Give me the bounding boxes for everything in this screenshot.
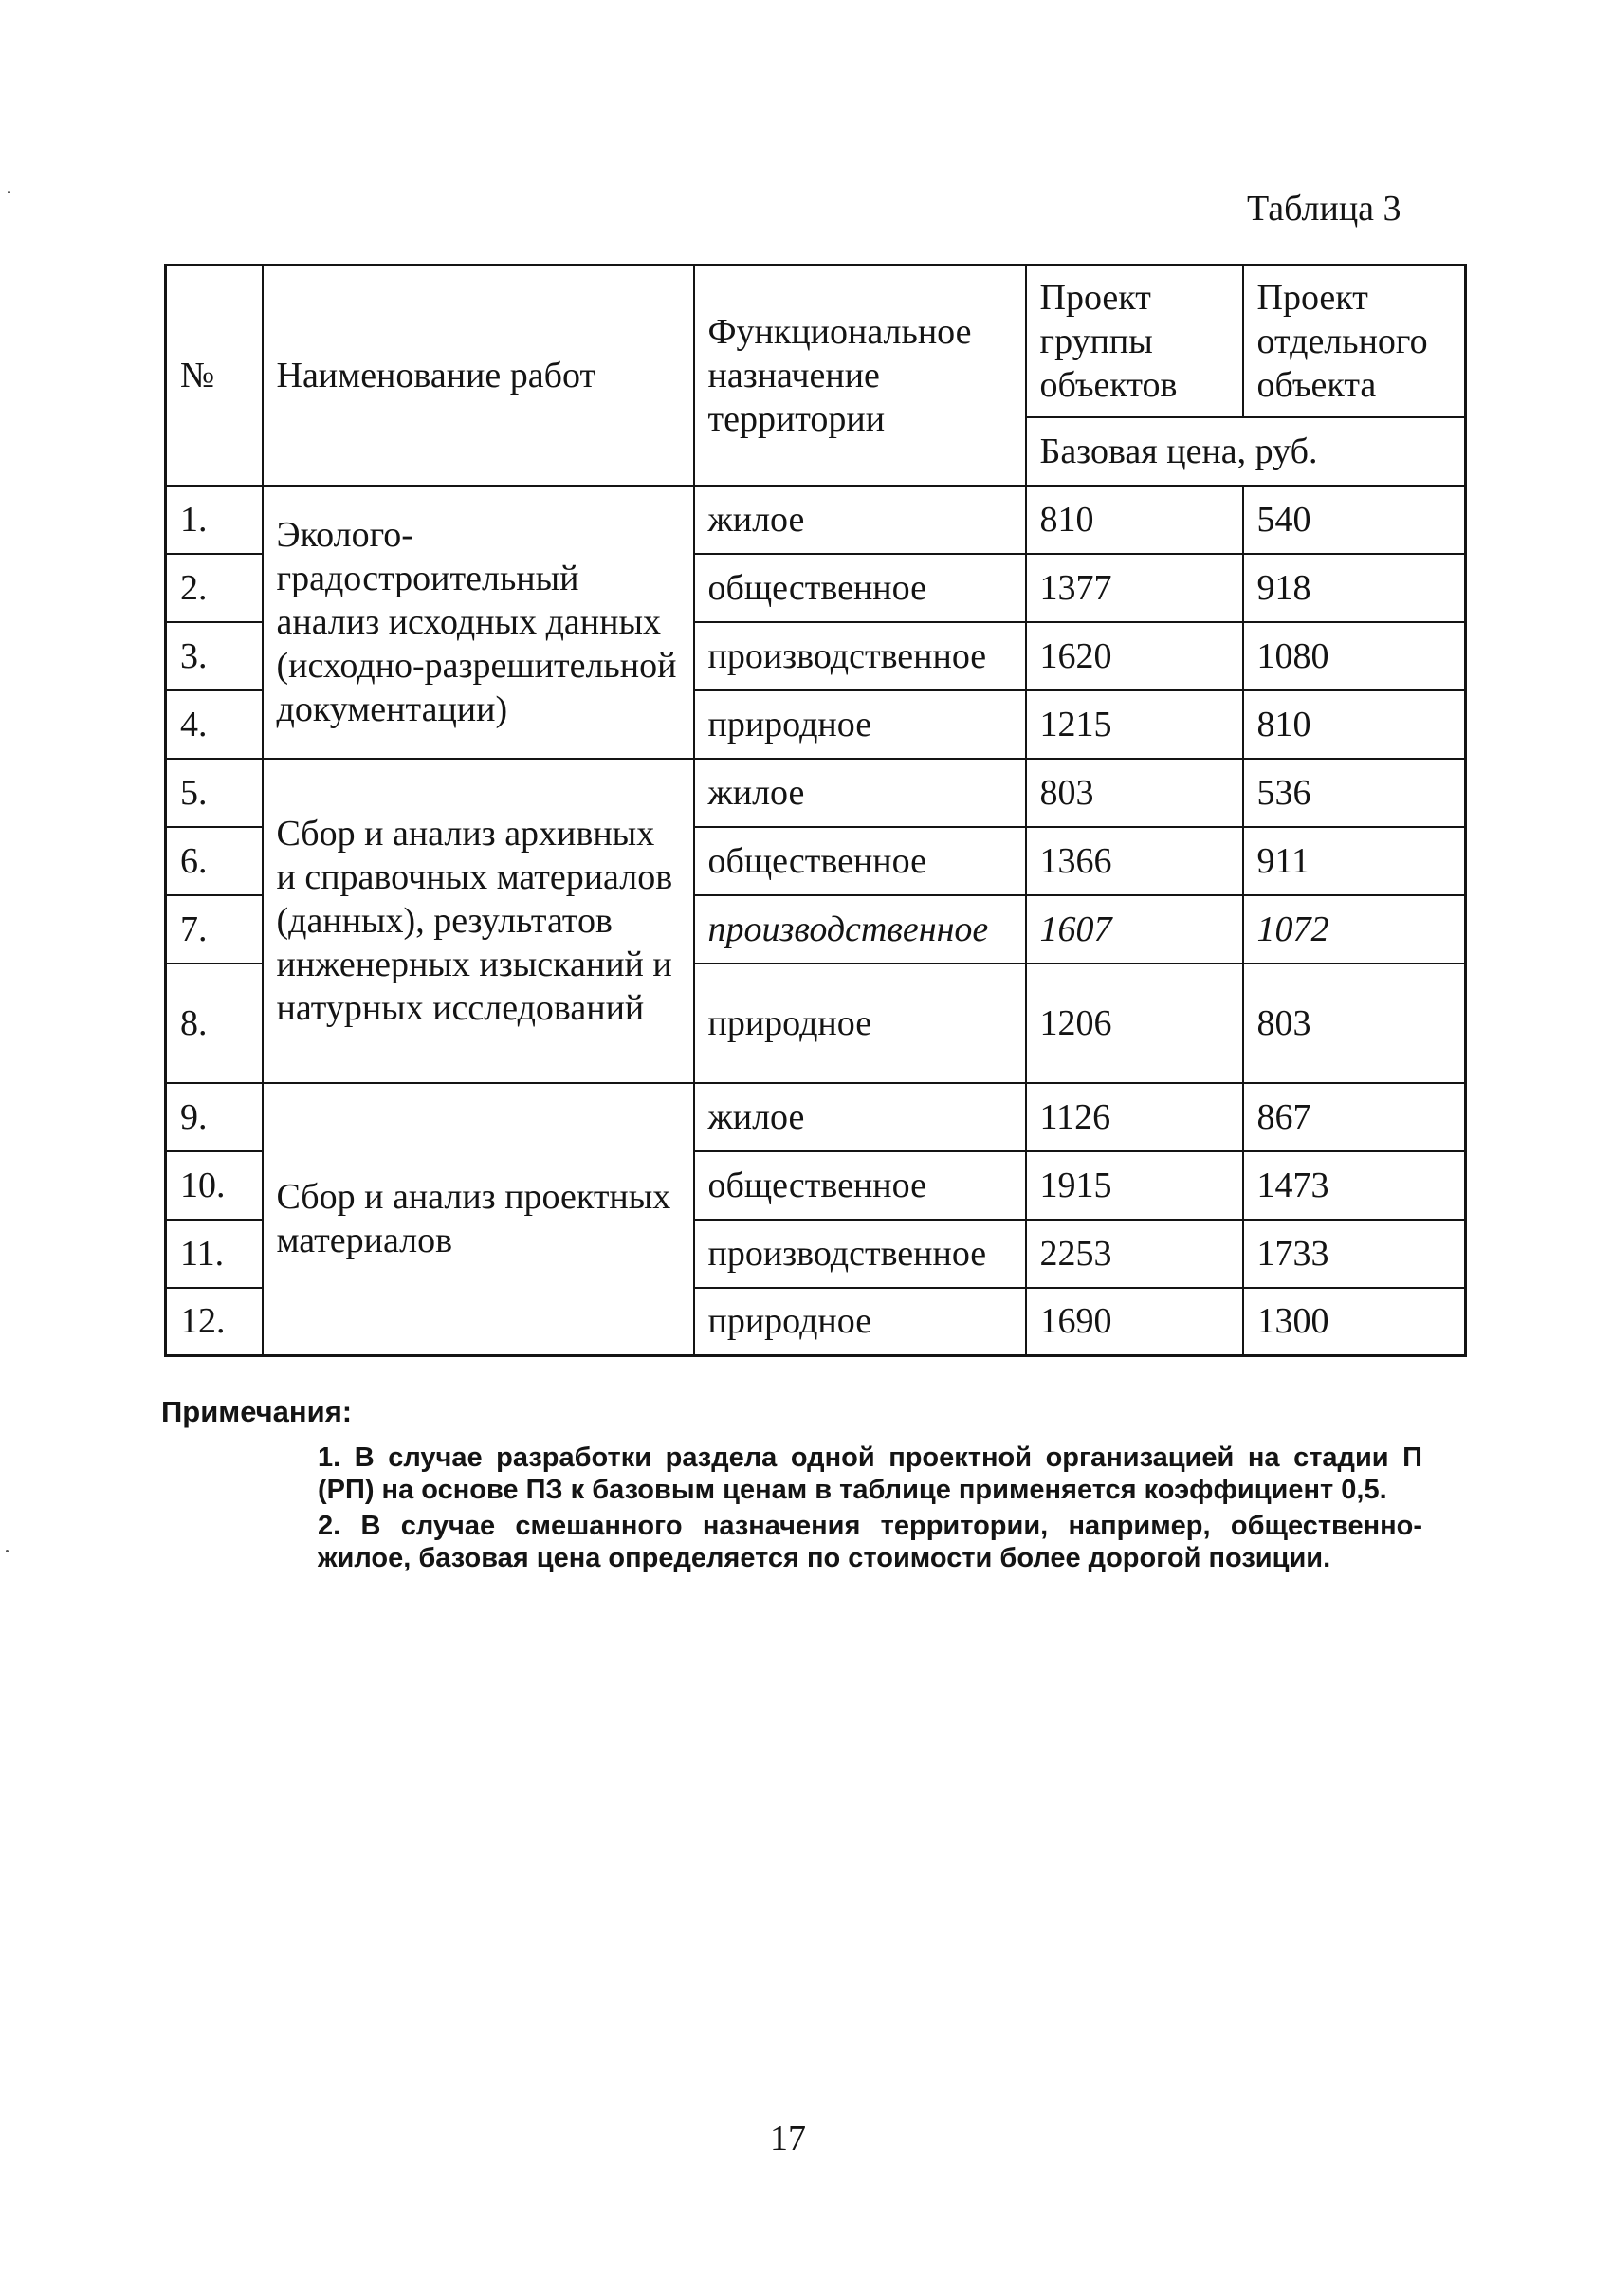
group-price: 1366 [1026,827,1243,895]
row-number: 9. [166,1083,263,1151]
function-cell: общественное [694,554,1026,622]
row-number: 3. [166,622,263,690]
notes-title: Примечания: [161,1395,353,1428]
group-price: 1607 [1026,895,1243,964]
single-price: 867 [1243,1083,1466,1151]
row-number: 1. [166,486,263,554]
single-price: 540 [1243,486,1466,554]
group-price: 2253 [1026,1220,1243,1288]
function-cell: природное [694,964,1026,1083]
function-cell: общественное [694,1151,1026,1220]
note-item: 1. В случае разработки раздела одной проектной организацией на стадии П (РП) на основе ПЗ к базовым ценам в таблице применяется коэффициент 0,5. [318,1442,1422,1505]
group-price: 1620 [1026,622,1243,690]
group-price: 1215 [1026,690,1243,759]
single-price: 536 [1243,759,1466,827]
page-number: 17 [770,2119,806,2158]
single-price: 911 [1243,827,1466,895]
row-number: 6. [166,827,263,895]
price-table [164,264,1467,1357]
header-base-price: Базовая цена, руб. [1026,417,1466,486]
single-price: 803 [1243,964,1466,1083]
header-single-project: Проект отдельного объекта [1243,266,1466,417]
group-price: 1206 [1026,964,1243,1083]
group-price: 803 [1026,759,1243,827]
header-function: Функциональное назначение территории [694,266,1026,486]
table-caption: Таблица 3 [1247,189,1401,229]
group-price: 1377 [1026,554,1243,622]
single-price: 810 [1243,690,1466,759]
row-number: 4. [166,690,263,759]
table-row [166,759,1466,827]
work-name: Эколого-градостроительный анализ исходных данных (исходно-разрешительной документации) [263,486,694,759]
single-price: 1072 [1243,895,1466,964]
single-price: 1080 [1243,622,1466,690]
row-number: 5. [166,759,263,827]
function-cell: жилое [694,1083,1026,1151]
group-price: 1690 [1026,1288,1243,1356]
row-number: 11. [166,1220,263,1288]
function-cell: производственное [694,1220,1026,1288]
header-number: № [166,266,263,486]
header-group-project: Проект группы объектов [1026,266,1243,417]
table-row [166,1083,1466,1151]
function-cell: производственное [694,895,1026,964]
function-cell: жилое [694,486,1026,554]
row-number: 7. [166,895,263,964]
row-number: 8. [166,964,263,1083]
group-price: 1915 [1026,1151,1243,1220]
single-price: 1300 [1243,1288,1466,1356]
single-price: 1733 [1243,1220,1466,1288]
header-work-name: Наименование работ [263,266,694,486]
row-number: 12. [166,1288,263,1356]
function-cell: общественное [694,827,1026,895]
single-price: 1473 [1243,1151,1466,1220]
function-cell: природное [694,690,1026,759]
function-cell: жилое [694,759,1026,827]
notes [318,1442,1422,1578]
function-cell: производственное [694,622,1026,690]
scan-speck [6,1550,9,1552]
group-price: 1126 [1026,1083,1243,1151]
function-cell: природное [694,1288,1026,1356]
scan-speck [8,191,10,193]
single-price: 918 [1243,554,1466,622]
row-number: 10. [166,1151,263,1220]
work-name: Сбор и анализ проектных материалов [263,1083,694,1356]
group-price: 810 [1026,486,1243,554]
note-item: 2. В случае смешанного назначения территории, например, общественно-жилое, базовая цена определяется по стоимости более дорогой позиции. [318,1511,1422,1573]
row-number: 2. [166,554,263,622]
table-row [166,486,1466,554]
work-name: Сбор и анализ архивных и справочных материалов (данных), результатов инженерных изысканий и натурных исследований [263,759,694,1083]
